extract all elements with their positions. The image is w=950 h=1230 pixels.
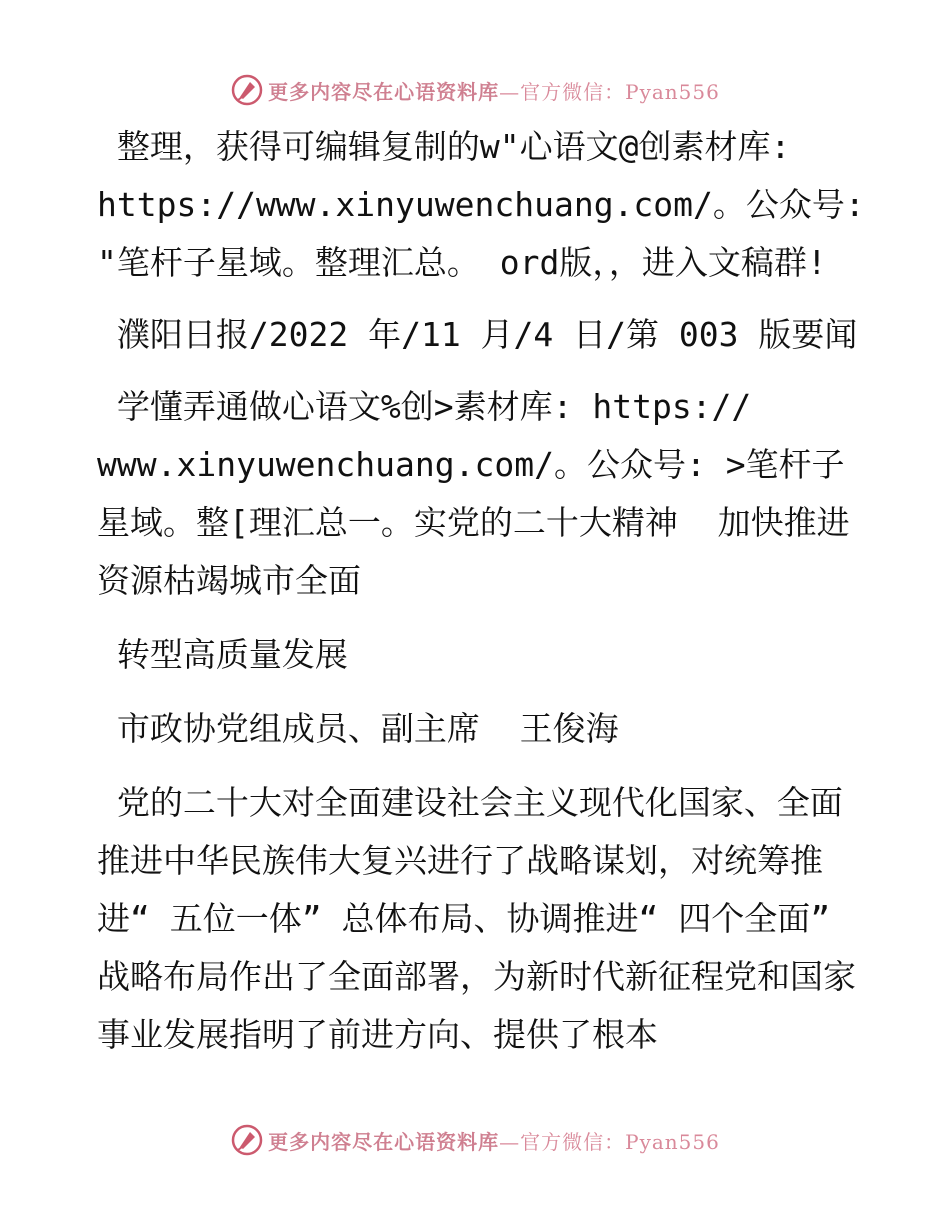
document-body (97, 118, 867, 1064)
article-title-part2: 转型高质量发展 (97, 635, 348, 674)
watermark-text: 更多内容尽在心语资料库—官方微信：Pyan556 (268, 1129, 720, 1154)
footer-watermark (0, 1120, 950, 1160)
pen-nib-seal-icon (230, 1123, 264, 1157)
article-title-part1: 学懂弄通做心语文%创>素材库: https:// www.xinyuwenchuang.com/。公众号: >笔杆子星域。整[理汇总一。实党的二十大精神 加快推进资源枯竭城市全面 (97, 387, 850, 600)
intro-paragraph: 整理，获得可编辑复制的w"心语文@创素材库: https://www.xinyuwenchuang.com/。公众号: "笔杆子星域。整理汇总。 ord版，，进入文稿群! (97, 127, 865, 282)
body-paragraph: 党的二十大对全面建设社会主义现代化国家、全面推进中华民族伟大复兴进行了战略谋划，对统筹推进“ 五位一体” 总体布局、协调推进“ 四个全面” 战略布局作出了全面部署，为新时代新征程党和国家事业发展指明了前进方向、提供了根本 (97, 783, 856, 1054)
header-watermark (0, 70, 950, 110)
source-line: 濮阳日报/2022 年/11 月/4 日/第 003 版要闻 (97, 315, 858, 354)
watermark-text: 更多内容尽在心语资料库—官方微信：Pyan556 (268, 79, 720, 104)
pen-nib-seal-icon (230, 73, 264, 107)
author-line: 市政协党组成员、副主席 王俊海 (97, 709, 619, 748)
